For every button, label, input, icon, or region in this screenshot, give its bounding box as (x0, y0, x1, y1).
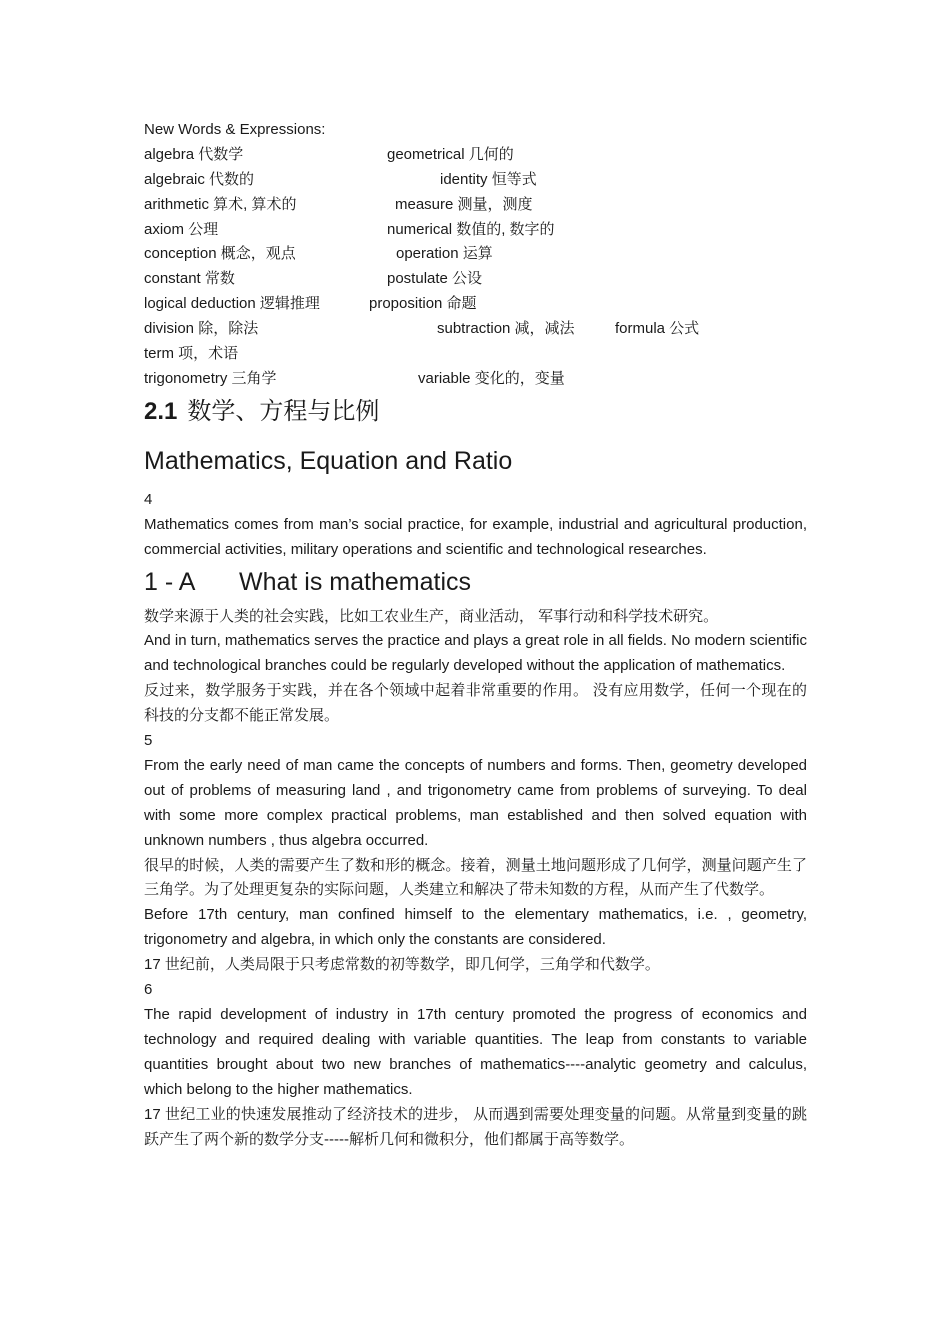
vocab-term: trigonometry 三角学 (144, 369, 277, 387)
vocab-term: postulate 公设 (387, 270, 483, 288)
section-heading (144, 565, 807, 599)
vocab-term: division 除，除法 (144, 320, 259, 338)
vocab-row (144, 168, 807, 193)
vocab-term: measure 测量，测度 (395, 195, 533, 213)
paragraph-number: 4 (144, 490, 153, 508)
vocab-row (144, 267, 807, 292)
paragraph-en: From the early need of man came the concepts of numbers and forms. Then, geometry developed out of problems of measuring land , and trigonometry came from problems of surveying. To deal with some more complex practical problems, man established and then solved equation with unknown numbers , thus algebra occurred. (144, 756, 807, 849)
vocab-term: proposition 命题 (369, 295, 477, 313)
vocab-term: constant 常数 (144, 270, 235, 288)
vocab-row (144, 218, 807, 243)
vocab-term: arithmetic 算术, 算术的 (144, 195, 297, 213)
vocab-term: conception 概念，观点 (144, 245, 296, 263)
vocab-term: operation 运算 (396, 245, 493, 263)
paragraph-cn: 17 世纪工业的快速发展推动了经济技术的进步， 从而遇到需要处理变量的问题。从常量到变量的跳跃产生了两个新的数学分支-----解析几何和微积分，他们都属于高等数学。 (144, 1105, 807, 1148)
paragraph-number: 6 (144, 981, 153, 999)
vocab-term: logical deduction 逻辑推理 (144, 295, 320, 313)
paragraph-en: The rapid development of industry in 17th century promoted the progress of economics and technology and required dealing with variable quantities. The leap from constants to variable quantities brought about two new branches of mathematics----analytic geometry and calculus, which belong to the higher mathematics. (144, 1006, 807, 1098)
vocab-term: variable 变化的，变量 (418, 369, 565, 387)
paragraph-en: Mathematics comes from man’s social practice, for example, industrial and agricultural production, commercial activities, military operations and scientific and technological researches. (144, 515, 807, 558)
vocab-row (144, 143, 807, 168)
paragraph-cn: 数学来源于人类的社会实践，比如工农业生产，商业活动， 军事行动和科学技术研究。 (144, 607, 719, 625)
paragraph-number: 5 (144, 732, 153, 750)
vocab-row (144, 242, 807, 267)
chapter-heading-cn (144, 394, 807, 430)
vocab-term: subtraction 减，减法 (437, 320, 575, 338)
vocab-term: axiom 公理 (144, 220, 219, 238)
chapter-number: 2.1 (144, 397, 178, 425)
document-page (144, 118, 807, 1152)
paragraph-en: And in turn, mathematics serves the practice and plays a great role in all fields. No modern scientific and technological branches could be regularly developed without the application of mathematics. (144, 632, 807, 675)
paragraph-en: Before 17th century, man confined himself to the elementary mathematics, i.e. , geometry, trigonometry and algebra, in which only the constants are considered. (144, 906, 807, 949)
vocab-term: algebraic 代数的 (144, 170, 255, 188)
vocab-term: formula 公式 (615, 320, 700, 338)
vocab-title: New Words & Expressions: (144, 121, 326, 138)
chapter-heading-en: Mathematics, Equation and Ratio (144, 446, 513, 475)
chapter-title-cn: 数学、方程与比例 (187, 397, 380, 425)
vocab-term: geometrical 几何的 (387, 145, 514, 163)
vocab-row (144, 317, 807, 342)
vocab-row (144, 367, 807, 392)
vocab-term: identity 恒等式 (440, 170, 537, 188)
vocab-row (144, 193, 807, 218)
vocab-term: algebra 代数学 (144, 145, 244, 163)
vocab-term: numerical 数值的, 数字的 (387, 220, 555, 238)
vocab-term: term 项，术语 (144, 345, 239, 363)
section-number: 1 - A (144, 567, 196, 596)
paragraph-cn: 很早的时候，人类的需要产生了数和形的概念。接着，测量土地问题形成了几何学，测量问题产生了三角学。为了处理更复杂的实际问题，人类建立和解决了带未知数的方程，从而产生了代数学。 (144, 856, 807, 899)
paragraph-cn: 反过来，数学服务于实践，并在各个领域中起着非常重要的作用。 没有应用数学，任何一个现在的科技的分支都不能正常发展。 (144, 682, 807, 725)
vocab-row (144, 292, 807, 317)
section-title: What is mathematics (239, 567, 472, 596)
paragraph-cn: 17 世纪前，人类局限于只考虑常数的初等数学，即几何学，三角学和代数学。 (144, 956, 660, 974)
vocab-row (144, 342, 807, 367)
